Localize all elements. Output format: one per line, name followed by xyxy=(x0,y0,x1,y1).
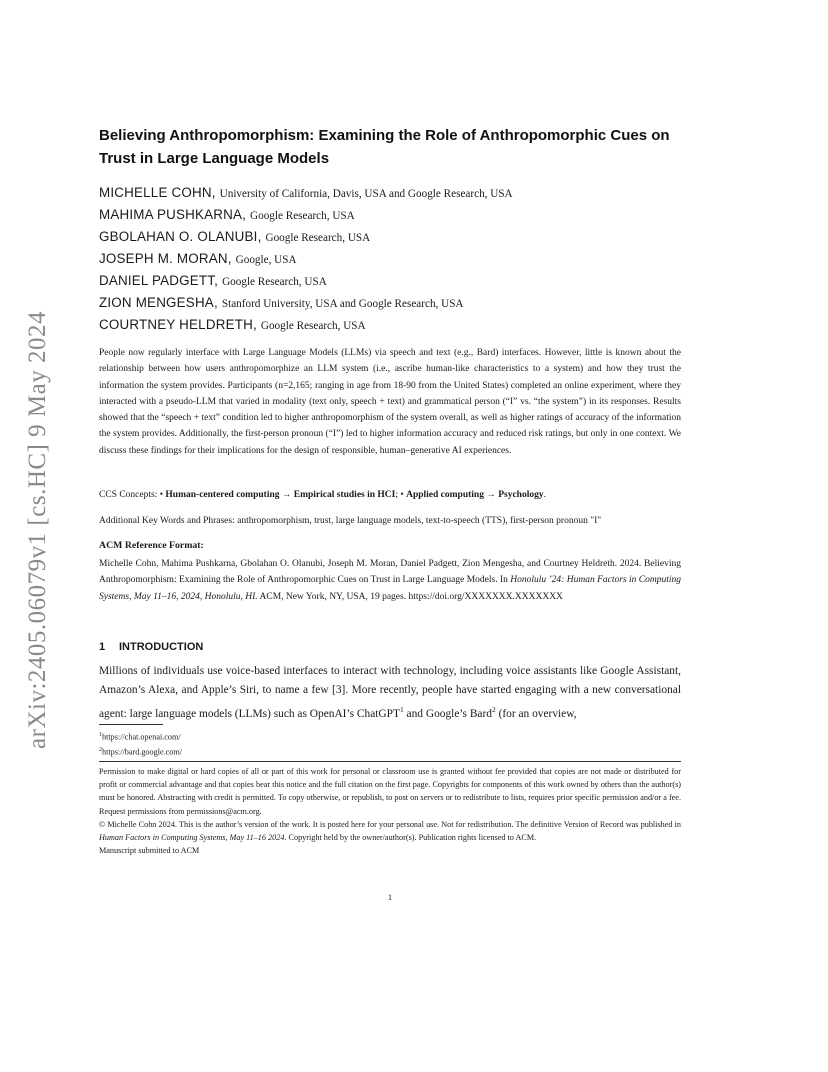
footnote-mark: 2 xyxy=(99,746,102,753)
intro-text: and Google’s Bard xyxy=(403,707,492,720)
manuscript-note: Manuscript submitted to ACM xyxy=(99,846,200,856)
footnote-mark: 2 xyxy=(491,705,496,714)
author-affiliation: Google Research, USA xyxy=(250,210,355,222)
author-name: GBOLAHAN O. OLANUBI, xyxy=(99,229,262,244)
author-affiliation: University of California, Davis, USA and Google Research, USA xyxy=(219,188,513,200)
author-name: MAHIMA PUSHKARNA, xyxy=(99,207,247,222)
abstract: People now regularly interface with Large Language Models (LLMs) via speech and text (e.g., Bard) interfaces. However, little is known about the relationship between how users anthropomorphize an LLM system (i.e., ascribe human-like characteristics to a system) and how they trust the information the system provides. Participants (n=2,165; ranging in age from 18-90 from the United States) completed an online experiment, where they interacted with a pseudo-LLM that varied in modality (text only, speech + text) and grammatical person (“I” vs. “the system”) in its responses. Results showed that the “speech + text” condition led to higher anthropomorphism of the system overall, as well as higher ratings of accuracy of the information the system provides. Additionally, the first-person pronoun (“I”) led to higher information accuracy and reduced risk ratings, but only in one context. We discuss these findings for their implications for the design of responsible, human–generative AI experiences. xyxy=(99,348,681,456)
paper-title: Believing Anthropomorphism: Examining the Role of Anthropomorphic Cues on Trust in Large Language Models xyxy=(99,127,670,167)
author-list xyxy=(99,183,679,337)
footnote xyxy=(99,744,182,759)
arxiv-stamp xyxy=(14,300,62,760)
ccs-concept: Applied computing → Psychology xyxy=(406,490,544,500)
intro-text: Millions of individuals use voice-based interfaces to interact with technology, including voice assistants like Google Assistant, Amazon’s Alexa, and Apple’s Siri, to name a few [3]. More recently, people have started engaging with a new conversational agent: large language models (LLMs) such as OpenAI’s ChatGPT xyxy=(99,665,681,720)
footnotes xyxy=(99,729,182,758)
section-heading xyxy=(99,641,203,653)
acm-reference-doi: ACM, New York, NY, USA, 19 pages. https://doi.org/XXXXXXX.XXXXXXX xyxy=(257,591,563,602)
author-name: MICHELLE COHN, xyxy=(99,185,216,200)
section-title: INTRODUCTION xyxy=(119,641,204,653)
author-name: COURTNEY HELDRETH, xyxy=(99,317,257,332)
footnote-divider xyxy=(99,724,163,725)
keywords: Additional Key Words and Phrases: anthropomorphism, trust, large language models, text-to-speech (TTS), first-person pronoun "I" xyxy=(99,516,602,526)
author-affiliation: Google Research, USA xyxy=(222,276,327,288)
acm-reference xyxy=(99,556,681,605)
section-number: 1 xyxy=(99,641,106,653)
ccs-separator: ; • xyxy=(395,490,404,500)
author-name: JOSEPH M. MORAN, xyxy=(99,251,232,266)
page-number: 1 xyxy=(387,892,393,902)
author-name: ZION MENGESHA, xyxy=(99,295,218,310)
copyright-text-a: © Michelle Cohn 2024. This is the author’s version of the work. It is posted here for your personal use. Not for redistribution. The definitive Version of Record was published in xyxy=(99,819,681,829)
acm-reference-venue: Honolulu ’24: Human Factors in Computing Systems, May 11–16, 2024, Honolulu, HI. xyxy=(99,575,682,602)
permission-text: Permission to make digital or hard copies of all or part of this work for personal or classroom use is granted without fee provided that copies are not made or distributed for profit or commercial advantage and that copies bear this notice and the full citation on the first page. Copyrights for components of this work owned by others than the author(s) must be honored. Abstracting with credit is permitted. To copy otherwise, or republish, to post on servers or to redistribute to lists, requires prior specific permission and/or a fee. Request permissions from permissions@acm.org. xyxy=(99,767,681,816)
copyright-text-b: . Copyright held by the owner/author(s). Publication rights licensed to ACM. xyxy=(284,833,537,843)
ccs-concept: Human-centered computing → Empirical studies in HCI xyxy=(165,490,396,500)
intro-text: (for an overview, xyxy=(495,707,577,720)
acm-reference-text: Michelle Cohn, Mahima Pushkarna, Gbolahan O. Olanubi, Joseph M. Moran, Daniel Padgett, Zion Mengesha, and Courtney Heldreth. 2024. Believing Anthropomorphism: Examining the Role of Anthropomorphic Cues on Trust in Large Language Models. In xyxy=(99,559,681,586)
author-entry xyxy=(99,183,679,205)
acm-reference-heading: ACM Reference Format: xyxy=(99,540,204,551)
author-entry xyxy=(99,293,679,315)
author-affiliation: Stanford University, USA and Google Research, USA xyxy=(221,298,464,310)
permission-divider xyxy=(99,761,681,762)
author-entry xyxy=(99,271,679,293)
footnote-mark: 1 xyxy=(99,732,102,738)
intro-paragraph xyxy=(99,662,681,724)
footnote xyxy=(99,729,182,744)
arxiv-id: arXiv:2405.06079v1 [cs.HC] 9 May 2024 xyxy=(24,311,51,749)
footnote-url[interactable]: https://bard.google.com/ xyxy=(102,747,183,757)
ccs-concepts xyxy=(99,488,681,502)
author-affiliation: Google, USA xyxy=(235,254,297,266)
author-entry xyxy=(99,205,679,227)
author-entry xyxy=(99,227,679,249)
author-entry xyxy=(99,249,679,271)
copyright-text xyxy=(99,818,681,844)
author-entry xyxy=(99,315,679,337)
author-name: DANIEL PADGETT, xyxy=(99,273,219,288)
footnote-mark: 1 xyxy=(399,705,404,714)
permission-notice xyxy=(99,765,681,857)
ccs-end: . xyxy=(543,490,546,500)
author-affiliation: Google Research, USA xyxy=(260,320,366,332)
ccs-label: CCS Concepts: • xyxy=(99,490,164,500)
author-affiliation: Google Research, USA xyxy=(265,232,371,244)
copyright-venue: Human Factors in Computing Systems, May 11–16 2024 xyxy=(99,833,285,843)
footnote-url[interactable]: https://chat.openai.com/ xyxy=(102,732,181,742)
